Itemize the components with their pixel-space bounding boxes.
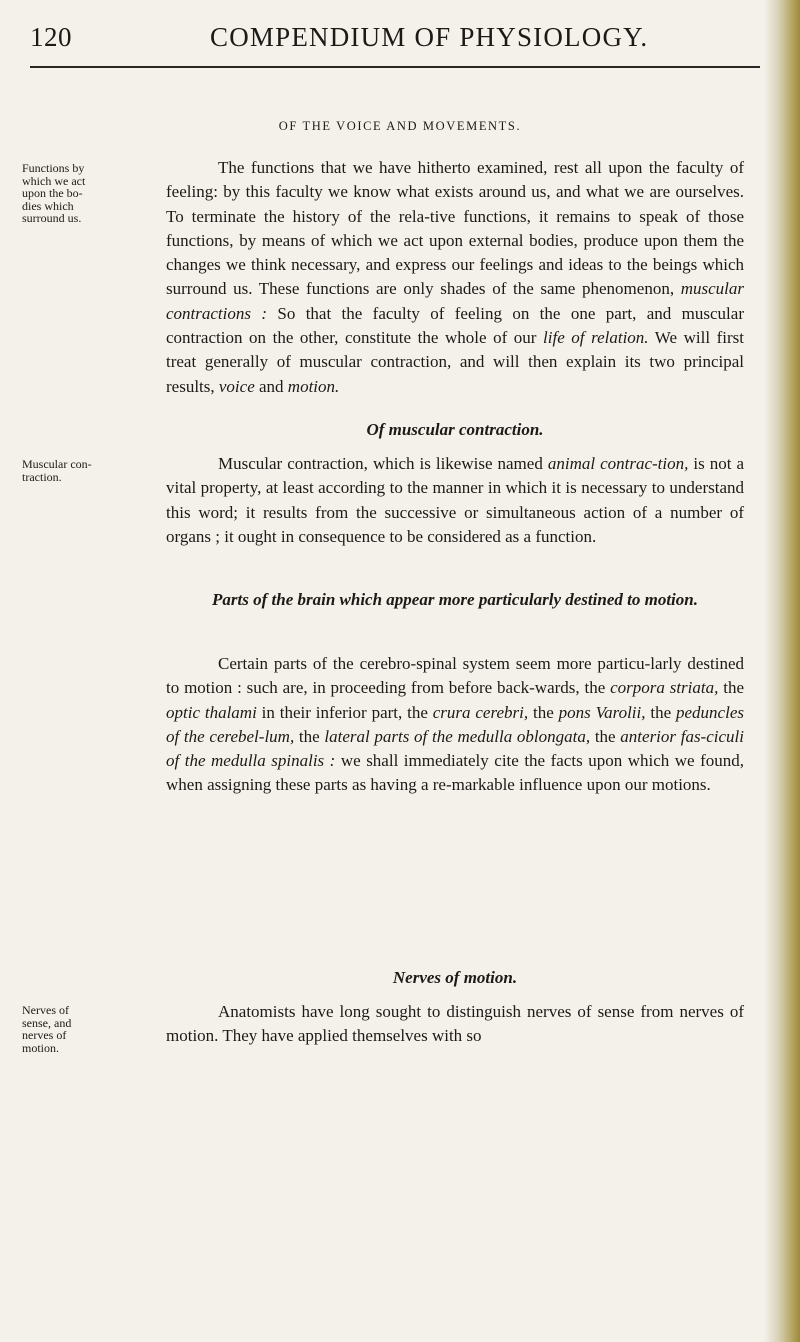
page-number: 120 xyxy=(30,22,72,52)
header-rule xyxy=(30,66,760,68)
text-run: in their inferior part, the xyxy=(256,702,433,722)
emphasis-voice: voice xyxy=(218,376,255,396)
emphasis-animal-contraction: animal contrac-tion, xyxy=(547,454,689,473)
emphasis-peduncles: peduncles of the cerebel-lum, xyxy=(166,702,744,746)
running-title: COMPENDIUM OF PHYSIOLOGY. xyxy=(210,22,649,52)
subheading-nerves-of-motion: Nerves of motion. xyxy=(392,968,518,987)
emphasis-pons-varolii: pons Varolii, xyxy=(558,702,646,722)
subheading-muscular-contraction: Of muscular contraction. xyxy=(366,420,544,439)
margin-note-functions: Functions by which we act upon the bo-dies which surround us. xyxy=(22,161,86,225)
paragraph-cerebro-spinal xyxy=(166,652,744,798)
emphasis-crura-cerebri: crura cerebri, xyxy=(432,702,529,722)
text-run: We will first treat generally of muscular contraction, and will then explain its two principal results, xyxy=(166,328,744,396)
text-run: the xyxy=(718,678,744,698)
text-run: Certain parts of the cerebro-spinal system seem more particu-larly destined to motion : such are, in proceeding from before back-wards, the xyxy=(166,654,744,698)
page-edge-shading xyxy=(764,0,800,1342)
emphasis-life-of-relation: life of relation. xyxy=(543,328,649,348)
emphasis-anterior-fasciculi: anterior fas-ciculi of the medulla spinalis : xyxy=(166,726,744,771)
emphasis-corpora-striata: corpora striata, xyxy=(610,678,719,698)
paragraph-functions xyxy=(166,156,744,399)
emphasis-optic-thalami: optic thalami xyxy=(166,702,257,722)
text-run: So that the faculty of feeling on the one part, and muscular contraction on the other, constitute the whole of our xyxy=(166,303,744,348)
subheading-parts-of-brain: Parts of the brain which appear more particularly destined to motion. xyxy=(212,590,698,609)
emphasis-motion: motion. xyxy=(287,376,340,396)
text-run: The functions that we have hitherto examined, rest all upon the faculty of feeling: by this faculty we know what exists around us, and what we are ourselves. To terminate the history of the rela-tive functions, it remains to speak of those functions, by means of which we act upon external bodies, produce upon them the changes we think necessary, and express our feelings and ideas to the beings which surround us. These functions are only shades of the same phenomenon, xyxy=(166,158,744,299)
text-run: the xyxy=(294,726,325,746)
text-run: the xyxy=(645,702,676,722)
text-run: Muscular contraction, which is likewise named xyxy=(218,454,548,473)
margin-note-muscular: Muscular con-traction. xyxy=(22,457,92,484)
text-run: the xyxy=(590,726,621,746)
section-title: OF THE VOICE AND MOVEMENTS. xyxy=(278,119,522,133)
text-run: the xyxy=(528,702,559,722)
paragraph-muscular xyxy=(166,452,744,549)
margin-note-nerves: Nerves of sense, and nerves of motion. xyxy=(22,1003,72,1055)
emphasis-muscular-contractions: muscular contractions : xyxy=(166,279,744,323)
page-header xyxy=(0,20,760,70)
text-run: Anatomists have long sought to distinguish nerves of sense from nerves of motion. They have applied themselves with so xyxy=(166,1002,744,1046)
text-run: and xyxy=(254,376,288,396)
text-run: we shall immediately cite the facts upon which we found, when assigning these parts as having a re-markable influence upon our motions. xyxy=(166,751,744,795)
text-run: is not a vital property, at least according to the manner in which it is necessary to understand this word; it results from the successive or simultaneous action of a number of organs ; it ought in consequence to be considered as a function. xyxy=(166,454,745,546)
paragraph-nerves xyxy=(166,1000,744,1049)
emphasis-lateral-parts: lateral parts of the medulla oblongata, xyxy=(324,726,591,746)
